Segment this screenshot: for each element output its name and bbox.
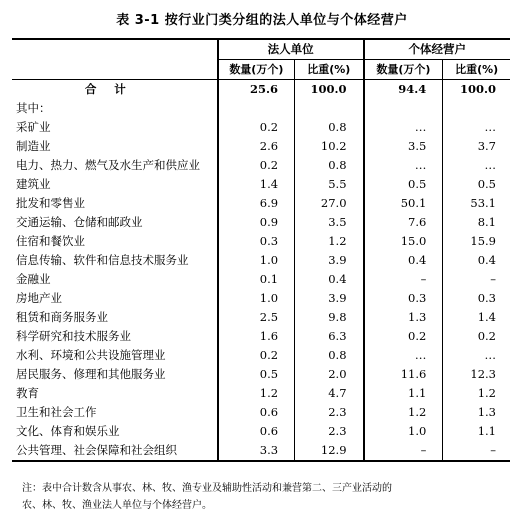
individual-ratio: 8.1 bbox=[443, 213, 510, 232]
row-label: 文化、体育和娱乐业 bbox=[16, 424, 120, 438]
row-label: 科学研究和技术服务业 bbox=[16, 329, 131, 343]
individual-ratio: 1.4 bbox=[443, 308, 510, 327]
table-row bbox=[12, 251, 510, 270]
individual-qty: 0.5 bbox=[364, 175, 443, 194]
legal-qty: 0.6 bbox=[218, 422, 295, 441]
industry-rows bbox=[12, 118, 510, 461]
legal-ratio: 6.3 bbox=[295, 327, 364, 346]
table-row bbox=[12, 289, 510, 308]
header-ratio-2: 比重(%) bbox=[443, 60, 510, 80]
legal-qty: 1.0 bbox=[218, 251, 295, 270]
header-individual-households: 个体经营户 bbox=[364, 39, 510, 60]
individual-qty: 0.3 bbox=[364, 289, 443, 308]
total-v4: 100.0 bbox=[443, 80, 510, 100]
total-v1: 25.6 bbox=[218, 80, 295, 100]
table-title: 表 3-1 按行业门类分组的法人单位与个体经营户 bbox=[116, 13, 408, 28]
individual-ratio: 0.2 bbox=[443, 327, 510, 346]
legal-qty: 0.2 bbox=[218, 346, 295, 365]
header-blank bbox=[12, 39, 218, 80]
legal-ratio: 2.3 bbox=[295, 422, 364, 441]
individual-ratio: – bbox=[443, 270, 510, 289]
individual-ratio: 1.1 bbox=[443, 422, 510, 441]
individual-ratio: … bbox=[443, 346, 510, 365]
table-row bbox=[12, 213, 510, 232]
individual-ratio: – bbox=[443, 441, 510, 461]
legal-ratio: 1.2 bbox=[295, 232, 364, 251]
individual-ratio: 3.7 bbox=[443, 137, 510, 156]
row-label: 金融业 bbox=[16, 272, 51, 286]
table-row bbox=[12, 384, 510, 403]
table-row bbox=[12, 346, 510, 365]
legal-ratio: 0.8 bbox=[295, 156, 364, 175]
legal-qty: 2.5 bbox=[218, 308, 295, 327]
legal-ratio: 10.2 bbox=[295, 137, 364, 156]
table-row bbox=[12, 118, 510, 137]
table-row bbox=[12, 365, 510, 384]
subheading-row bbox=[12, 99, 510, 118]
table-row bbox=[12, 175, 510, 194]
legal-ratio: 2.3 bbox=[295, 403, 364, 422]
individual-qty: – bbox=[364, 441, 443, 461]
legal-qty: 0.9 bbox=[218, 213, 295, 232]
row-label: 批发和零售业 bbox=[16, 196, 85, 210]
legal-ratio: 5.5 bbox=[295, 175, 364, 194]
table-row bbox=[12, 156, 510, 175]
legal-qty: 0.1 bbox=[218, 270, 295, 289]
row-label: 公共管理、社会保障和社会组织 bbox=[12, 441, 218, 461]
individual-qty: 0.4 bbox=[364, 251, 443, 270]
header-qty-1: 数量(万个) bbox=[218, 60, 295, 80]
legal-qty: 1.6 bbox=[218, 327, 295, 346]
row-label: 租赁和商务服务业 bbox=[16, 310, 108, 324]
individual-qty: 50.1 bbox=[364, 194, 443, 213]
individual-qty: … bbox=[364, 118, 443, 137]
individual-ratio: 53.1 bbox=[443, 194, 510, 213]
header-row-groups bbox=[12, 39, 510, 60]
total-v3: 94.4 bbox=[364, 80, 443, 100]
individual-qty: 1.3 bbox=[364, 308, 443, 327]
legal-ratio: 3.5 bbox=[295, 213, 364, 232]
individual-qty: 11.6 bbox=[364, 365, 443, 384]
table-row bbox=[12, 308, 510, 327]
individual-ratio: 0.4 bbox=[443, 251, 510, 270]
legal-qty: 0.2 bbox=[218, 156, 295, 175]
table-row bbox=[12, 403, 510, 422]
individual-qty: 1.0 bbox=[364, 422, 443, 441]
row-label: 水利、环境和公共设施管理业 bbox=[16, 348, 166, 362]
legal-ratio: 0.4 bbox=[295, 270, 364, 289]
individual-qty: … bbox=[364, 156, 443, 175]
legal-ratio: 0.8 bbox=[295, 346, 364, 365]
legal-ratio: 3.9 bbox=[295, 251, 364, 270]
table-row bbox=[12, 194, 510, 213]
individual-qty: 3.5 bbox=[364, 137, 443, 156]
legal-qty: 0.2 bbox=[218, 118, 295, 137]
row-label: 卫生和社会工作 bbox=[16, 405, 97, 419]
footnote-line-1: 注：表中合计数含从事农、林、牧、渔专业及辅助性活动和兼营第二、三产业活动的 bbox=[22, 483, 392, 494]
individual-qty: 0.2 bbox=[364, 327, 443, 346]
individual-ratio: 1.2 bbox=[443, 384, 510, 403]
row-label: 交通运输、仓储和邮政业 bbox=[16, 215, 143, 229]
legal-qty: 1.2 bbox=[218, 384, 295, 403]
individual-qty: 1.1 bbox=[364, 384, 443, 403]
table-row bbox=[12, 441, 510, 461]
legal-qty: 0.3 bbox=[218, 232, 295, 251]
row-label: 电力、热力、燃气及水生产和供应业 bbox=[16, 158, 200, 172]
row-label: 居民服务、修理和其他服务业 bbox=[16, 367, 166, 381]
individual-ratio: 15.9 bbox=[443, 232, 510, 251]
individual-ratio: 1.3 bbox=[443, 403, 510, 422]
header-legal-entities: 法人单位 bbox=[218, 39, 364, 60]
data-table bbox=[12, 38, 510, 462]
legal-ratio: 12.9 bbox=[295, 441, 364, 461]
legal-qty: 3.3 bbox=[218, 441, 295, 461]
row-label: 房地产业 bbox=[16, 291, 62, 305]
legal-ratio: 3.9 bbox=[295, 289, 364, 308]
header-ratio-1: 比重(%) bbox=[295, 60, 364, 80]
legal-ratio: 9.8 bbox=[295, 308, 364, 327]
individual-qty: … bbox=[364, 346, 443, 365]
individual-ratio: … bbox=[443, 156, 510, 175]
total-row bbox=[12, 80, 510, 100]
individual-ratio: 12.3 bbox=[443, 365, 510, 384]
table-row bbox=[12, 232, 510, 251]
total-label: 合计 bbox=[84, 82, 144, 96]
legal-qty: 6.9 bbox=[218, 194, 295, 213]
row-label: 教育 bbox=[16, 386, 39, 400]
subheading-label: 其中： bbox=[16, 101, 51, 115]
row-label: 制造业 bbox=[16, 139, 51, 153]
table-row bbox=[12, 422, 510, 441]
footnote bbox=[22, 480, 512, 514]
legal-ratio: 4.7 bbox=[295, 384, 364, 403]
individual-qty: 7.6 bbox=[364, 213, 443, 232]
legal-ratio: 27.0 bbox=[295, 194, 364, 213]
header-qty-2: 数量(万个) bbox=[364, 60, 443, 80]
row-label: 建筑业 bbox=[16, 177, 51, 191]
row-label: 采矿业 bbox=[16, 120, 51, 134]
individual-qty: – bbox=[364, 270, 443, 289]
individual-qty: 15.0 bbox=[364, 232, 443, 251]
total-v2: 100.0 bbox=[295, 80, 364, 100]
legal-qty: 1.0 bbox=[218, 289, 295, 308]
legal-ratio: 0.8 bbox=[295, 118, 364, 137]
individual-ratio: … bbox=[443, 118, 510, 137]
legal-qty: 2.6 bbox=[218, 137, 295, 156]
individual-ratio: 0.3 bbox=[443, 289, 510, 308]
row-label: 信息传输、软件和信息技术服务业 bbox=[16, 253, 189, 267]
individual-qty: 1.2 bbox=[364, 403, 443, 422]
legal-qty: 0.6 bbox=[218, 403, 295, 422]
legal-ratio: 2.0 bbox=[295, 365, 364, 384]
row-label: 住宿和餐饮业 bbox=[16, 234, 85, 248]
legal-qty: 1.4 bbox=[218, 175, 295, 194]
table-row bbox=[12, 137, 510, 156]
individual-ratio: 0.5 bbox=[443, 175, 510, 194]
footnote-line-2: 农、林、牧、渔业法人单位与个体经营户。 bbox=[22, 500, 212, 511]
table-row bbox=[12, 327, 510, 346]
table-row bbox=[12, 270, 510, 289]
legal-qty: 0.5 bbox=[218, 365, 295, 384]
